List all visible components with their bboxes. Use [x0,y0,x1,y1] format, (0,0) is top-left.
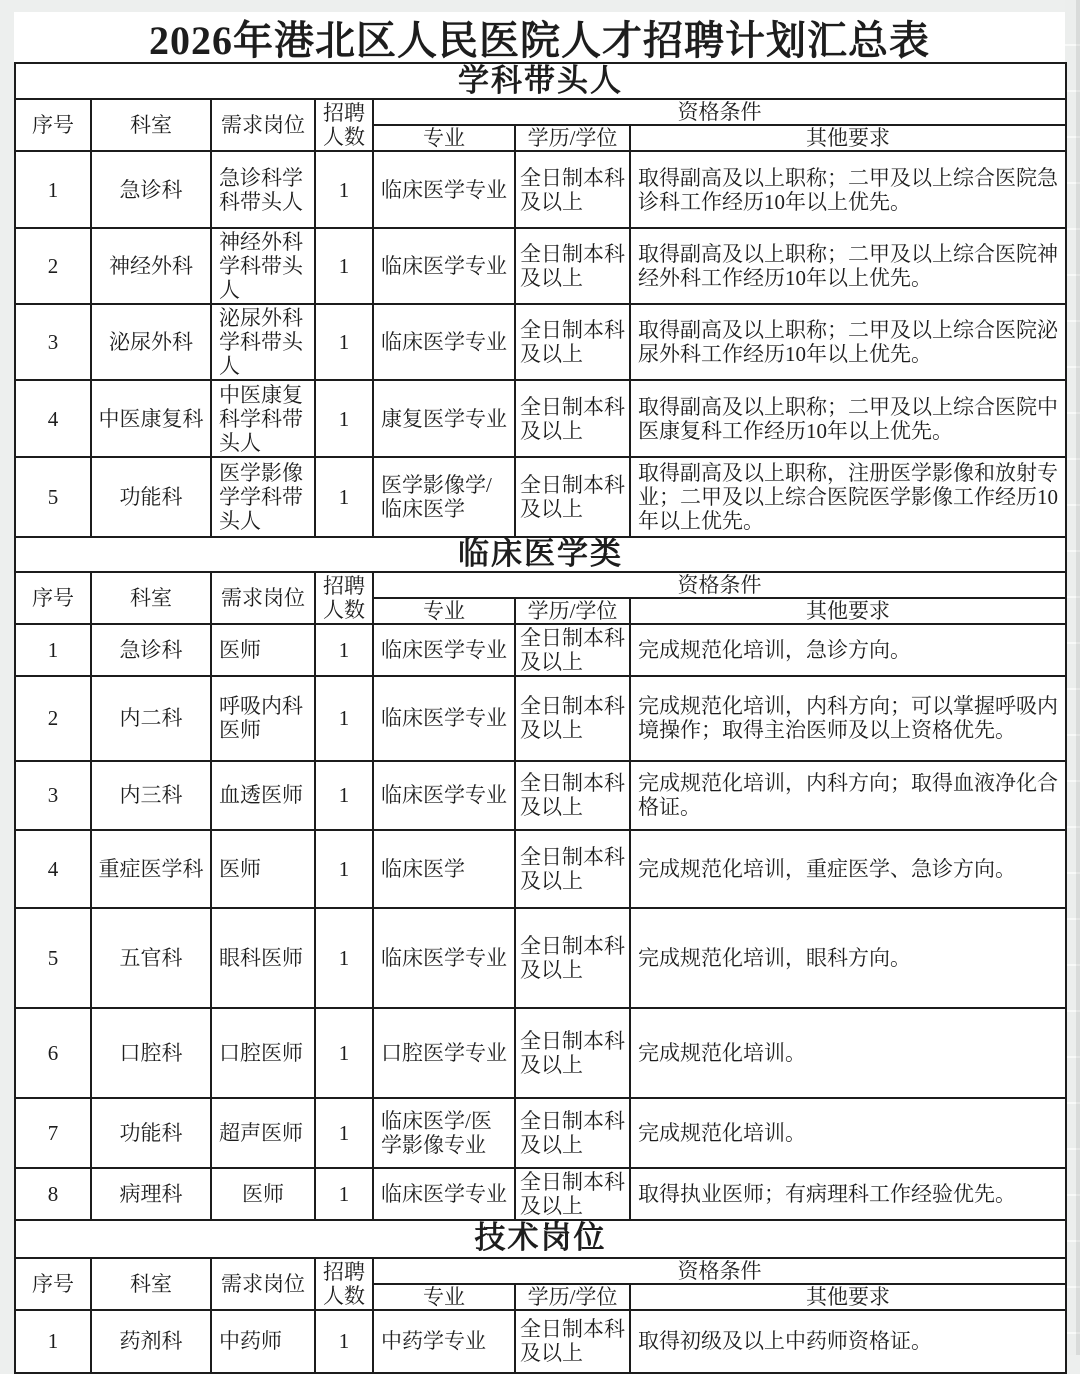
cell-seq: 3 [15,304,91,380]
cell-dept: 中医康复科 [91,380,211,457]
col-header-dept: 科室 [91,1258,211,1310]
cell-education: 全日制本科及以上 [515,1310,630,1373]
cell-count: 1 [315,1098,373,1168]
col-header-education: 学历/学位 [515,598,630,624]
col-header-qualification: 资格条件 [373,1258,1066,1284]
cell-dept: 泌尿外科 [91,304,211,380]
table-row [15,1098,1066,1168]
col-header-seq: 序号 [15,572,91,624]
table-row [15,676,1066,761]
cell-dept: 五官科 [91,908,211,1008]
cell-dept: 病理科 [91,1168,211,1220]
section-title: 临床医学类 [15,537,1066,572]
cell-count: 1 [315,624,373,676]
cell-position: 超声医师 [211,1098,315,1168]
cell-seq: 5 [15,457,91,537]
cell-other: 取得副高及以上职称，注册医学影像和放射专业；二甲及以上综合医院医学影像工作经历10年以上优先。 [630,457,1066,537]
cell-education: 全日制本科及以上 [515,676,630,761]
cell-dept: 急诊科 [91,624,211,676]
cell-seq: 2 [15,676,91,761]
cell-major: 临床医学专业 [373,908,515,1008]
cell-position: 中医康复科学科带头人 [211,380,315,457]
col-header-major: 专业 [373,1284,515,1310]
cell-count: 1 [315,1310,373,1373]
cell-count: 1 [315,1008,373,1098]
table-row [15,1008,1066,1098]
cell-education: 全日制本科及以上 [515,304,630,380]
col-header-seq: 序号 [15,99,91,151]
table-row [15,228,1066,304]
cell-seq: 2 [15,228,91,304]
cell-other: 完成规范化培训，重症医学、急诊方向。 [630,830,1066,908]
cell-dept: 重症医学科 [91,830,211,908]
cell-other: 取得副高及以上职称；二甲及以上综合医院泌尿外科工作经历10年以上优先。 [630,304,1066,380]
cell-count: 1 [315,228,373,304]
col-header-dept: 科室 [91,99,211,151]
cell-dept: 功能科 [91,457,211,537]
cell-count: 1 [315,830,373,908]
cell-education: 全日制本科及以上 [515,380,630,457]
cell-seq: 1 [15,151,91,228]
cell-count: 1 [315,304,373,380]
cell-major: 医学影像学/临床医学 [373,457,515,537]
col-header-position: 需求岗位 [211,99,315,151]
col-header-qualification: 资格条件 [373,99,1066,125]
col-header-major: 专业 [373,598,515,624]
col-header-position: 需求岗位 [211,572,315,624]
cell-count: 1 [315,380,373,457]
cell-seq: 4 [15,830,91,908]
col-header-major: 专业 [373,125,515,151]
cell-position: 口腔医师 [211,1008,315,1098]
table-row [15,761,1066,830]
cell-dept: 内二科 [91,676,211,761]
cell-position: 呼吸内科医师 [211,676,315,761]
cell-major: 临床医学/医学影像专业 [373,1098,515,1168]
cell-education: 全日制本科及以上 [515,1008,630,1098]
cell-education: 全日制本科及以上 [515,761,630,830]
table-row [15,908,1066,1008]
cell-education: 全日制本科及以上 [515,1098,630,1168]
cell-major: 临床医学专业 [373,676,515,761]
col-header-headcount: 招聘人数 [315,572,373,624]
col-header-education: 学历/学位 [515,1284,630,1310]
col-header-other: 其他要求 [630,1284,1066,1310]
col-header-dept: 科室 [91,572,211,624]
cell-major: 临床医学专业 [373,761,515,830]
cell-major: 康复医学专业 [373,380,515,457]
table-row [15,304,1066,380]
section-title: 技术岗位 [15,1220,1066,1258]
cell-major: 口腔医学专业 [373,1008,515,1098]
col-header-seq: 序号 [15,1258,91,1310]
cell-position: 神经外科学科带头人 [211,228,315,304]
cell-count: 1 [315,457,373,537]
table-row [15,457,1066,537]
cell-dept: 急诊科 [91,151,211,228]
cell-seq: 6 [15,1008,91,1098]
cell-major: 临床医学专业 [373,304,515,380]
cell-major: 临床医学专业 [373,1168,515,1220]
col-header-education: 学历/学位 [515,125,630,151]
header-row [15,1258,1066,1284]
table-row [15,624,1066,676]
cell-education: 全日制本科及以上 [515,624,630,676]
col-header-position: 需求岗位 [211,1258,315,1310]
table-row [15,1310,1066,1373]
cell-major: 临床医学专业 [373,624,515,676]
page-right-shadow [1076,0,1080,1355]
cell-position: 医学影像学学科带头人 [211,457,315,537]
cell-seq: 4 [15,380,91,457]
cell-count: 1 [315,1168,373,1220]
cell-position: 血透医师 [211,761,315,830]
section-title: 学科带头人 [15,63,1066,99]
cell-other: 完成规范化培训，内科方向；可以掌握呼吸内境操作；取得主治医师及以上资格优先。 [630,676,1066,761]
table-row [15,830,1066,908]
cell-count: 1 [315,761,373,830]
cell-dept: 功能科 [91,1098,211,1168]
cell-other: 完成规范化培训。 [630,1008,1066,1098]
cell-other: 完成规范化培训，急诊方向。 [630,624,1066,676]
cell-other: 取得副高及以上职称；二甲及以上综合医院急诊科工作经历10年以上优先。 [630,151,1066,228]
table-row [15,1168,1066,1220]
cell-position: 急诊科学科带头人 [211,151,315,228]
header-row [15,99,1066,125]
cell-count: 1 [315,151,373,228]
cell-position: 中药师 [211,1310,315,1373]
cell-education: 全日制本科及以上 [515,151,630,228]
cell-dept: 内三科 [91,761,211,830]
cell-education: 全日制本科及以上 [515,228,630,304]
cell-education: 全日制本科及以上 [515,908,630,1008]
cell-education: 全日制本科及以上 [515,1168,630,1220]
col-header-other: 其他要求 [630,125,1066,151]
cell-position: 医师 [211,624,315,676]
table-row [15,151,1066,228]
cell-education: 全日制本科及以上 [515,457,630,537]
cell-major: 临床医学 [373,830,515,908]
col-header-headcount: 招聘人数 [315,1258,373,1310]
cell-other: 取得执业医师；有病理科工作经验优先。 [630,1168,1066,1220]
cell-other: 取得副高及以上职称；二甲及以上综合医院神经外科工作经历10年以上优先。 [630,228,1066,304]
cell-seq: 8 [15,1168,91,1220]
cell-other: 完成规范化培训，内科方向；取得血液净化合格证。 [630,761,1066,830]
cell-seq: 1 [15,1310,91,1373]
cell-major: 中药学专业 [373,1310,515,1373]
col-header-other: 其他要求 [630,598,1066,624]
cell-seq: 3 [15,761,91,830]
cell-seq: 1 [15,624,91,676]
cell-other: 取得初级及以上中药师资格证。 [630,1310,1066,1373]
col-header-qualification: 资格条件 [373,572,1066,598]
table-sheet [14,12,1065,1374]
section-banner-row [15,537,1066,572]
cell-other: 完成规范化培训。 [630,1098,1066,1168]
section-banner-row [15,63,1066,99]
cell-dept: 神经外科 [91,228,211,304]
cell-dept: 口腔科 [91,1008,211,1098]
cell-seq: 7 [15,1098,91,1168]
cell-count: 1 [315,908,373,1008]
cell-position: 医师 [211,1168,315,1220]
cell-position: 医师 [211,830,315,908]
cell-dept: 药剂科 [91,1310,211,1373]
recruitment-table [14,62,1067,1374]
cell-position: 泌尿外科学科带头人 [211,304,315,380]
cell-count: 1 [315,676,373,761]
section-banner-row [15,1220,1066,1258]
cell-major: 临床医学专业 [373,228,515,304]
col-header-headcount: 招聘人数 [315,99,373,151]
page-title: 2026年港北区人民医院人才招聘计划汇总表 [14,12,1065,62]
cell-seq: 5 [15,908,91,1008]
header-row [15,572,1066,598]
cell-major: 临床医学专业 [373,151,515,228]
cell-other: 完成规范化培训，眼科方向。 [630,908,1066,1008]
cell-education: 全日制本科及以上 [515,830,630,908]
table-row [15,380,1066,457]
cell-other: 取得副高及以上职称；二甲及以上综合医院中医康复科工作经历10年以上优先。 [630,380,1066,457]
cell-position: 眼科医师 [211,908,315,1008]
